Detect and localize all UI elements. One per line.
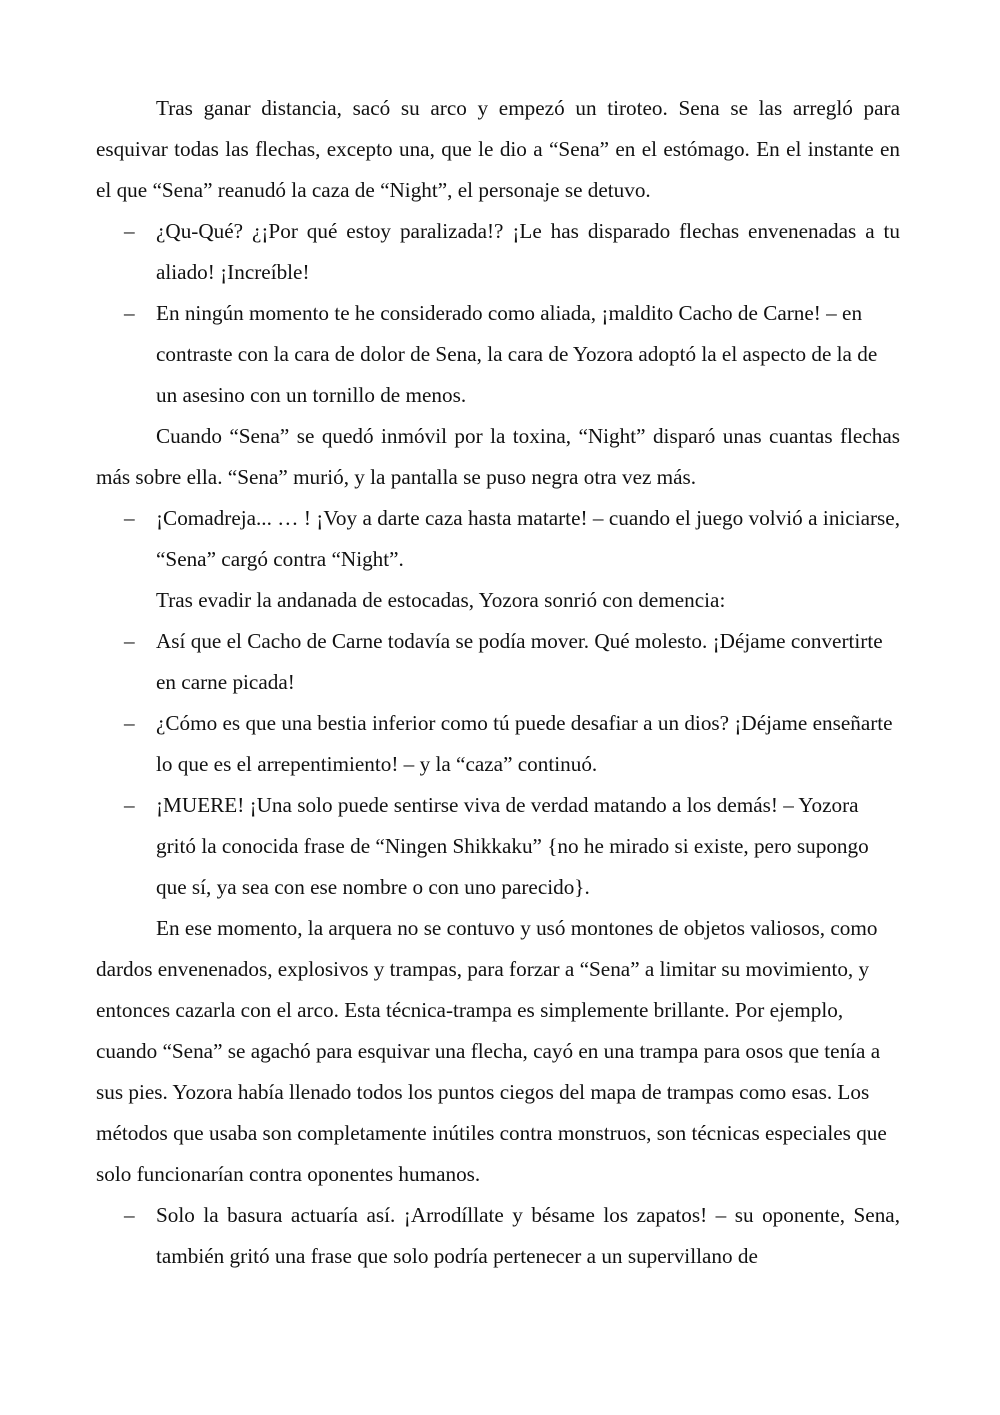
dash-marker: – bbox=[124, 219, 135, 243]
paragraph: Cuando “Sena” se quedó inmóvil por la toxina, “Night” disparó unas cuantas flechas más sobre ella. “Sena” murió, y la pantalla se puso negra otra vez más. bbox=[96, 424, 900, 489]
dialogue-text: ¡MUERE! ¡Una solo puede sentirse viva de verdad matando a los demás! – Yozora gritó la conocida frase de “Ningen Shikkaku” {no he mirado si existe, pero supongo que sí, ya sea con ese nombre o con uno parecido}. bbox=[156, 793, 869, 899]
dash-marker: – bbox=[124, 301, 135, 325]
dash-marker: – bbox=[124, 506, 135, 530]
dialogue-text: Solo la basura actuaría así. ¡Arrodíllate y bésame los zapatos! – su oponente, Sena, también gritó una frase que solo podría pertenecer a un supervillano de bbox=[156, 1203, 900, 1268]
paragraph: Tras ganar distancia, sacó su arco y empezó un tiroteo. Sena se las arregló para esquivar todas las flechas, excepto una, que le dio a “Sena” en el estómago. En el instante en el que “Sena” reanudó la caza de “Night”, el personaje se detuvo. bbox=[96, 96, 900, 202]
dialogue-line bbox=[96, 293, 900, 416]
dialogue-line bbox=[96, 621, 900, 703]
dialogue-text: ¿Qu-Qué? ¿¡Por qué estoy paralizada!? ¡Le has disparado flechas envenenadas a tu aliado! ¡Increíble! bbox=[156, 219, 900, 284]
document-page bbox=[96, 88, 900, 1277]
dialogue-text: ¡Comadreja... … ! ¡Voy a darte caza hasta matarte! – cuando el juego volvió a iniciarse, “Sena” cargó contra “Night”. bbox=[156, 506, 900, 571]
dialogue-line bbox=[96, 1195, 900, 1277]
paragraph: En ese momento, la arquera no se contuvo y usó montones de objetos valiosos, como dardos envenenados, explosivos y trampas, para forzar a “Sena” a limitar su movimiento, y entonces cazarla con el arco. Esta técnica-trampa es simplemente brillante. Por ejemplo, cuando “Sena” se agachó para esquivar una flecha, cayó en una trampa para osos que tenía a sus pies. Yozora había llenado todos los puntos ciegos del mapa de trampas como esas. Los métodos que usaba son completamente inútiles contra monstruos, son técnicas especiales que solo funcionarían contra oponentes humanos. bbox=[96, 916, 887, 1186]
dialogue-line bbox=[96, 211, 900, 293]
dash-marker: – bbox=[124, 711, 135, 735]
dash-marker: – bbox=[124, 793, 135, 817]
dialogue-line bbox=[96, 785, 900, 908]
dash-marker: – bbox=[124, 629, 135, 653]
dialogue-text: ¿Cómo es que una bestia inferior como tú puede desafiar a un dios? ¡Déjame enseñarte lo que es el arrepentimiento! – y la “caza” continuó. bbox=[156, 711, 893, 776]
dialogue-text: Así que el Cacho de Carne todavía se podía mover. Qué molesto. ¡Déjame convertirte en carne picada! bbox=[156, 629, 883, 694]
dash-marker: – bbox=[124, 1203, 135, 1227]
dialogue-line bbox=[96, 703, 900, 785]
dialogue-text: En ningún momento te he considerado como aliada, ¡maldito Cacho de Carne! – en contraste con la cara de dolor de Sena, la cara de Yozora adoptó la el aspecto de la de un asesino con un tornillo de menos. bbox=[156, 301, 878, 407]
narration-line: Tras evadir la andanada de estocadas, Yozora sonrió con demencia: bbox=[156, 588, 726, 612]
dialogue-line bbox=[96, 498, 900, 580]
